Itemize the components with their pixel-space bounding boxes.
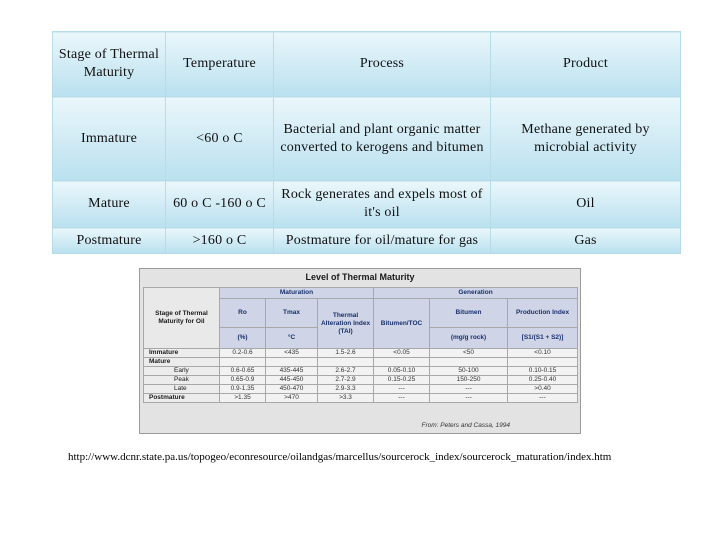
cell-tmax: >470 bbox=[266, 394, 318, 403]
group-maturation: Maturation bbox=[220, 288, 374, 299]
cell-ro: 0.65-0.9 bbox=[220, 376, 266, 385]
cell-product: Gas bbox=[491, 228, 681, 254]
cell-bitumen-toc: 0.05-0.10 bbox=[374, 367, 430, 376]
cell-tai bbox=[318, 358, 374, 367]
row-label: Early bbox=[144, 367, 220, 376]
row-label: Mature bbox=[144, 358, 220, 367]
table-row bbox=[144, 367, 578, 376]
thermal-maturity-summary-table bbox=[52, 31, 681, 254]
source-url: http://www.dcnr.state.pa.us/topogeo/econresource/oilandgas/marcellus/sourcerock_index/sourcerock_maturation/index.htm bbox=[68, 451, 612, 463]
row-label: Postmature bbox=[144, 394, 220, 403]
maturity-levels-figure bbox=[139, 268, 581, 434]
cell-stage: Mature bbox=[53, 181, 166, 228]
cell-bitumen: 150-250 bbox=[430, 376, 508, 385]
table-row bbox=[53, 228, 681, 254]
cell-bitumen-toc: <0.05 bbox=[374, 349, 430, 358]
cell-production-index: 0.25-0.40 bbox=[508, 376, 578, 385]
cell-tmax: 445-450 bbox=[266, 376, 318, 385]
cell-ro: 0.6-0.65 bbox=[220, 367, 266, 376]
header-process: Process bbox=[274, 32, 491, 97]
cell-product: Methane generated by microbial activity bbox=[491, 97, 681, 181]
table-row bbox=[144, 385, 578, 394]
cell-temperature: 60 o C -160 o C bbox=[166, 181, 274, 228]
header-stage: Stage of Thermal Maturity bbox=[53, 32, 166, 97]
cell-bitumen: --- bbox=[430, 385, 508, 394]
table-row bbox=[144, 358, 578, 367]
cell-stage: Immature bbox=[53, 97, 166, 181]
maturity-levels-table bbox=[143, 287, 578, 403]
table-row bbox=[53, 97, 681, 181]
unit-production-index: [S1/(S1 + S2)] bbox=[508, 328, 578, 349]
header-product: Product bbox=[491, 32, 681, 97]
cell-bitumen-toc bbox=[374, 358, 430, 367]
cell-bitumen-toc: 0.15-0.25 bbox=[374, 376, 430, 385]
table-row bbox=[144, 376, 578, 385]
cell-bitumen bbox=[430, 358, 508, 367]
unit-tmax: °C bbox=[266, 328, 318, 349]
col-tai: Thermal Alteration Index (TAI) bbox=[318, 299, 374, 349]
cell-ro: 0.9-1.35 bbox=[220, 385, 266, 394]
cell-tmax bbox=[266, 358, 318, 367]
cell-product: Oil bbox=[491, 181, 681, 228]
cell-bitumen-toc: --- bbox=[374, 385, 430, 394]
cell-tmax: <435 bbox=[266, 349, 318, 358]
cell-ro: 0.2-0.6 bbox=[220, 349, 266, 358]
row-label: Immature bbox=[144, 349, 220, 358]
cell-production-index: <0.10 bbox=[508, 349, 578, 358]
cell-temperature: >160 o C bbox=[166, 228, 274, 254]
cell-stage: Postmature bbox=[53, 228, 166, 254]
table-row bbox=[144, 394, 578, 403]
col-bitumen: Bitumen bbox=[430, 299, 508, 328]
cell-tai: >3.3 bbox=[318, 394, 374, 403]
stage-header: Stage of Thermal Maturity for Oil bbox=[144, 288, 220, 349]
cell-bitumen: --- bbox=[430, 394, 508, 403]
row-label: Late bbox=[144, 385, 220, 394]
group-generation: Generation bbox=[374, 288, 578, 299]
unit-ro: (%) bbox=[220, 328, 266, 349]
cell-tai: 2.6-2.7 bbox=[318, 367, 374, 376]
group-header-row bbox=[144, 288, 578, 299]
cell-bitumen: 50-100 bbox=[430, 367, 508, 376]
table-row bbox=[53, 181, 681, 228]
unit-bitumen: (mg/g rock) bbox=[430, 328, 508, 349]
cell-bitumen: <50 bbox=[430, 349, 508, 358]
col-bitumen-toc: Bitumen/TOC bbox=[374, 299, 430, 349]
cell-tmax: 450-470 bbox=[266, 385, 318, 394]
cell-ro: >1.35 bbox=[220, 394, 266, 403]
row-label: Peak bbox=[144, 376, 220, 385]
cell-ro bbox=[220, 358, 266, 367]
table-row bbox=[144, 349, 578, 358]
cell-process: Rock generates and expels most of it's oil bbox=[274, 181, 491, 228]
cell-tai: 2.7-2.9 bbox=[318, 376, 374, 385]
cell-tai: 1.5-2.6 bbox=[318, 349, 374, 358]
cell-tai: 2.9-3.3 bbox=[318, 385, 374, 394]
table-header-row bbox=[53, 32, 681, 97]
cell-temperature: <60 o C bbox=[166, 97, 274, 181]
figure-title: Level of Thermal Maturity bbox=[305, 272, 415, 282]
cell-process: Bacterial and plant organic matter converted to kerogens and bitumen bbox=[274, 97, 491, 181]
cell-production-index: 0.10-0.15 bbox=[508, 367, 578, 376]
cell-process: Postmature for oil/mature for gas bbox=[274, 228, 491, 254]
cell-production-index: --- bbox=[508, 394, 578, 403]
col-tmax: Tmax bbox=[266, 299, 318, 328]
cell-tmax: 435-445 bbox=[266, 367, 318, 376]
cell-production-index: >0.40 bbox=[508, 385, 578, 394]
figure-source-citation: From: Peters and Cassa, 1994 bbox=[421, 422, 510, 429]
cell-production-index bbox=[508, 358, 578, 367]
cell-bitumen-toc: --- bbox=[374, 394, 430, 403]
header-temperature: Temperature bbox=[166, 32, 274, 97]
col-production-index: Production Index bbox=[508, 299, 578, 328]
col-ro: Ro bbox=[220, 299, 266, 328]
